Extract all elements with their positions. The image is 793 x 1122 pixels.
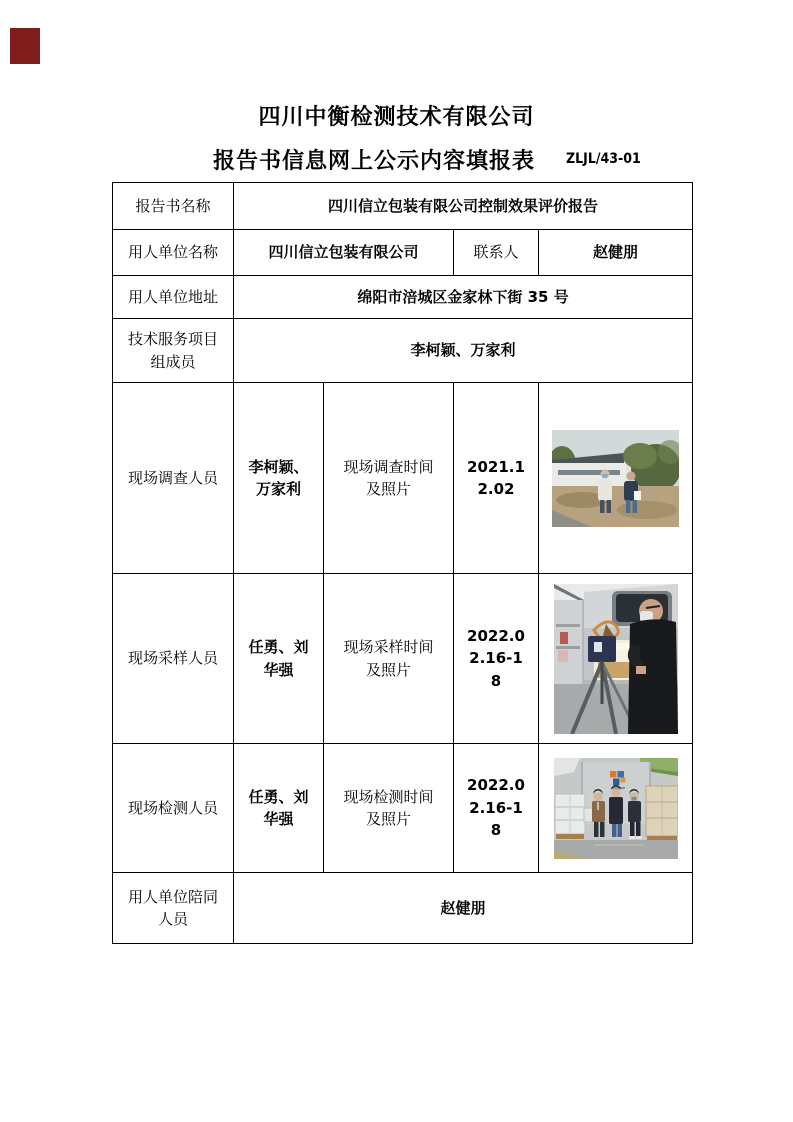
- testing-photo: [554, 758, 678, 859]
- table-row: [113, 183, 693, 230]
- team-value: 李柯颖、万家利: [234, 319, 693, 383]
- testing-photo-cell: [539, 744, 693, 873]
- table-row: [113, 873, 693, 944]
- employer-name-value: 四川信立包装有限公司: [234, 230, 454, 276]
- table-row: [113, 383, 693, 574]
- testing-personnel-names: 任勇、刘华强: [234, 744, 324, 873]
- table-row: [113, 574, 693, 744]
- employer-name-label: 用人单位名称: [113, 230, 234, 276]
- employer-address-value: 绵阳市涪城区金家林下街 35 号: [234, 276, 693, 319]
- sampling-date: 2022.02.16-18: [454, 574, 539, 744]
- report-name-label: 报告书名称: [113, 183, 234, 230]
- table-row: [113, 276, 693, 319]
- table-row: [113, 230, 693, 276]
- testing-personnel-label: 现场检测人员: [113, 744, 234, 873]
- sampling-personnel-names: 任勇、刘华强: [234, 574, 324, 744]
- employer-address-label: 用人单位地址: [113, 276, 234, 319]
- company-title: 四川中衡检测技术有限公司: [258, 105, 535, 130]
- report-info-table: [112, 182, 693, 944]
- contact-value: 赵健朋: [539, 230, 693, 276]
- form-title: 报告书信息网上公示内容填报表: [213, 149, 536, 174]
- contact-label: 联系人: [454, 230, 539, 276]
- accompany-label: 用人单位陪同人员: [113, 873, 234, 944]
- survey-photo: [552, 430, 679, 527]
- table-row: [113, 319, 693, 383]
- sampling-photo-cell: [539, 574, 693, 744]
- testing-time-label: 现场检测时间及照片: [324, 744, 454, 873]
- survey-date: 2021.12.02: [454, 383, 539, 574]
- team-label: 技术服务项目组成员: [113, 319, 234, 383]
- survey-personnel-names: 李柯颖、万家利: [234, 383, 324, 574]
- red-revision-marker: [10, 28, 40, 64]
- testing-date: 2022.02.16-18: [454, 744, 539, 873]
- accompany-value: 赵健朋: [234, 873, 693, 944]
- sampling-time-label: 现场采样时间及照片: [324, 574, 454, 744]
- form-code: ZLJL/43-01: [566, 151, 641, 167]
- table-row: [113, 744, 693, 873]
- sampling-personnel-label: 现场采样人员: [113, 574, 234, 744]
- sampling-photo: [554, 584, 678, 734]
- survey-time-label: 现场调查时间及照片: [324, 383, 454, 574]
- survey-photo-cell: [539, 383, 693, 574]
- survey-personnel-label: 现场调查人员: [113, 383, 234, 574]
- report-name-value: 四川信立包装有限公司控制效果评价报告: [234, 183, 693, 230]
